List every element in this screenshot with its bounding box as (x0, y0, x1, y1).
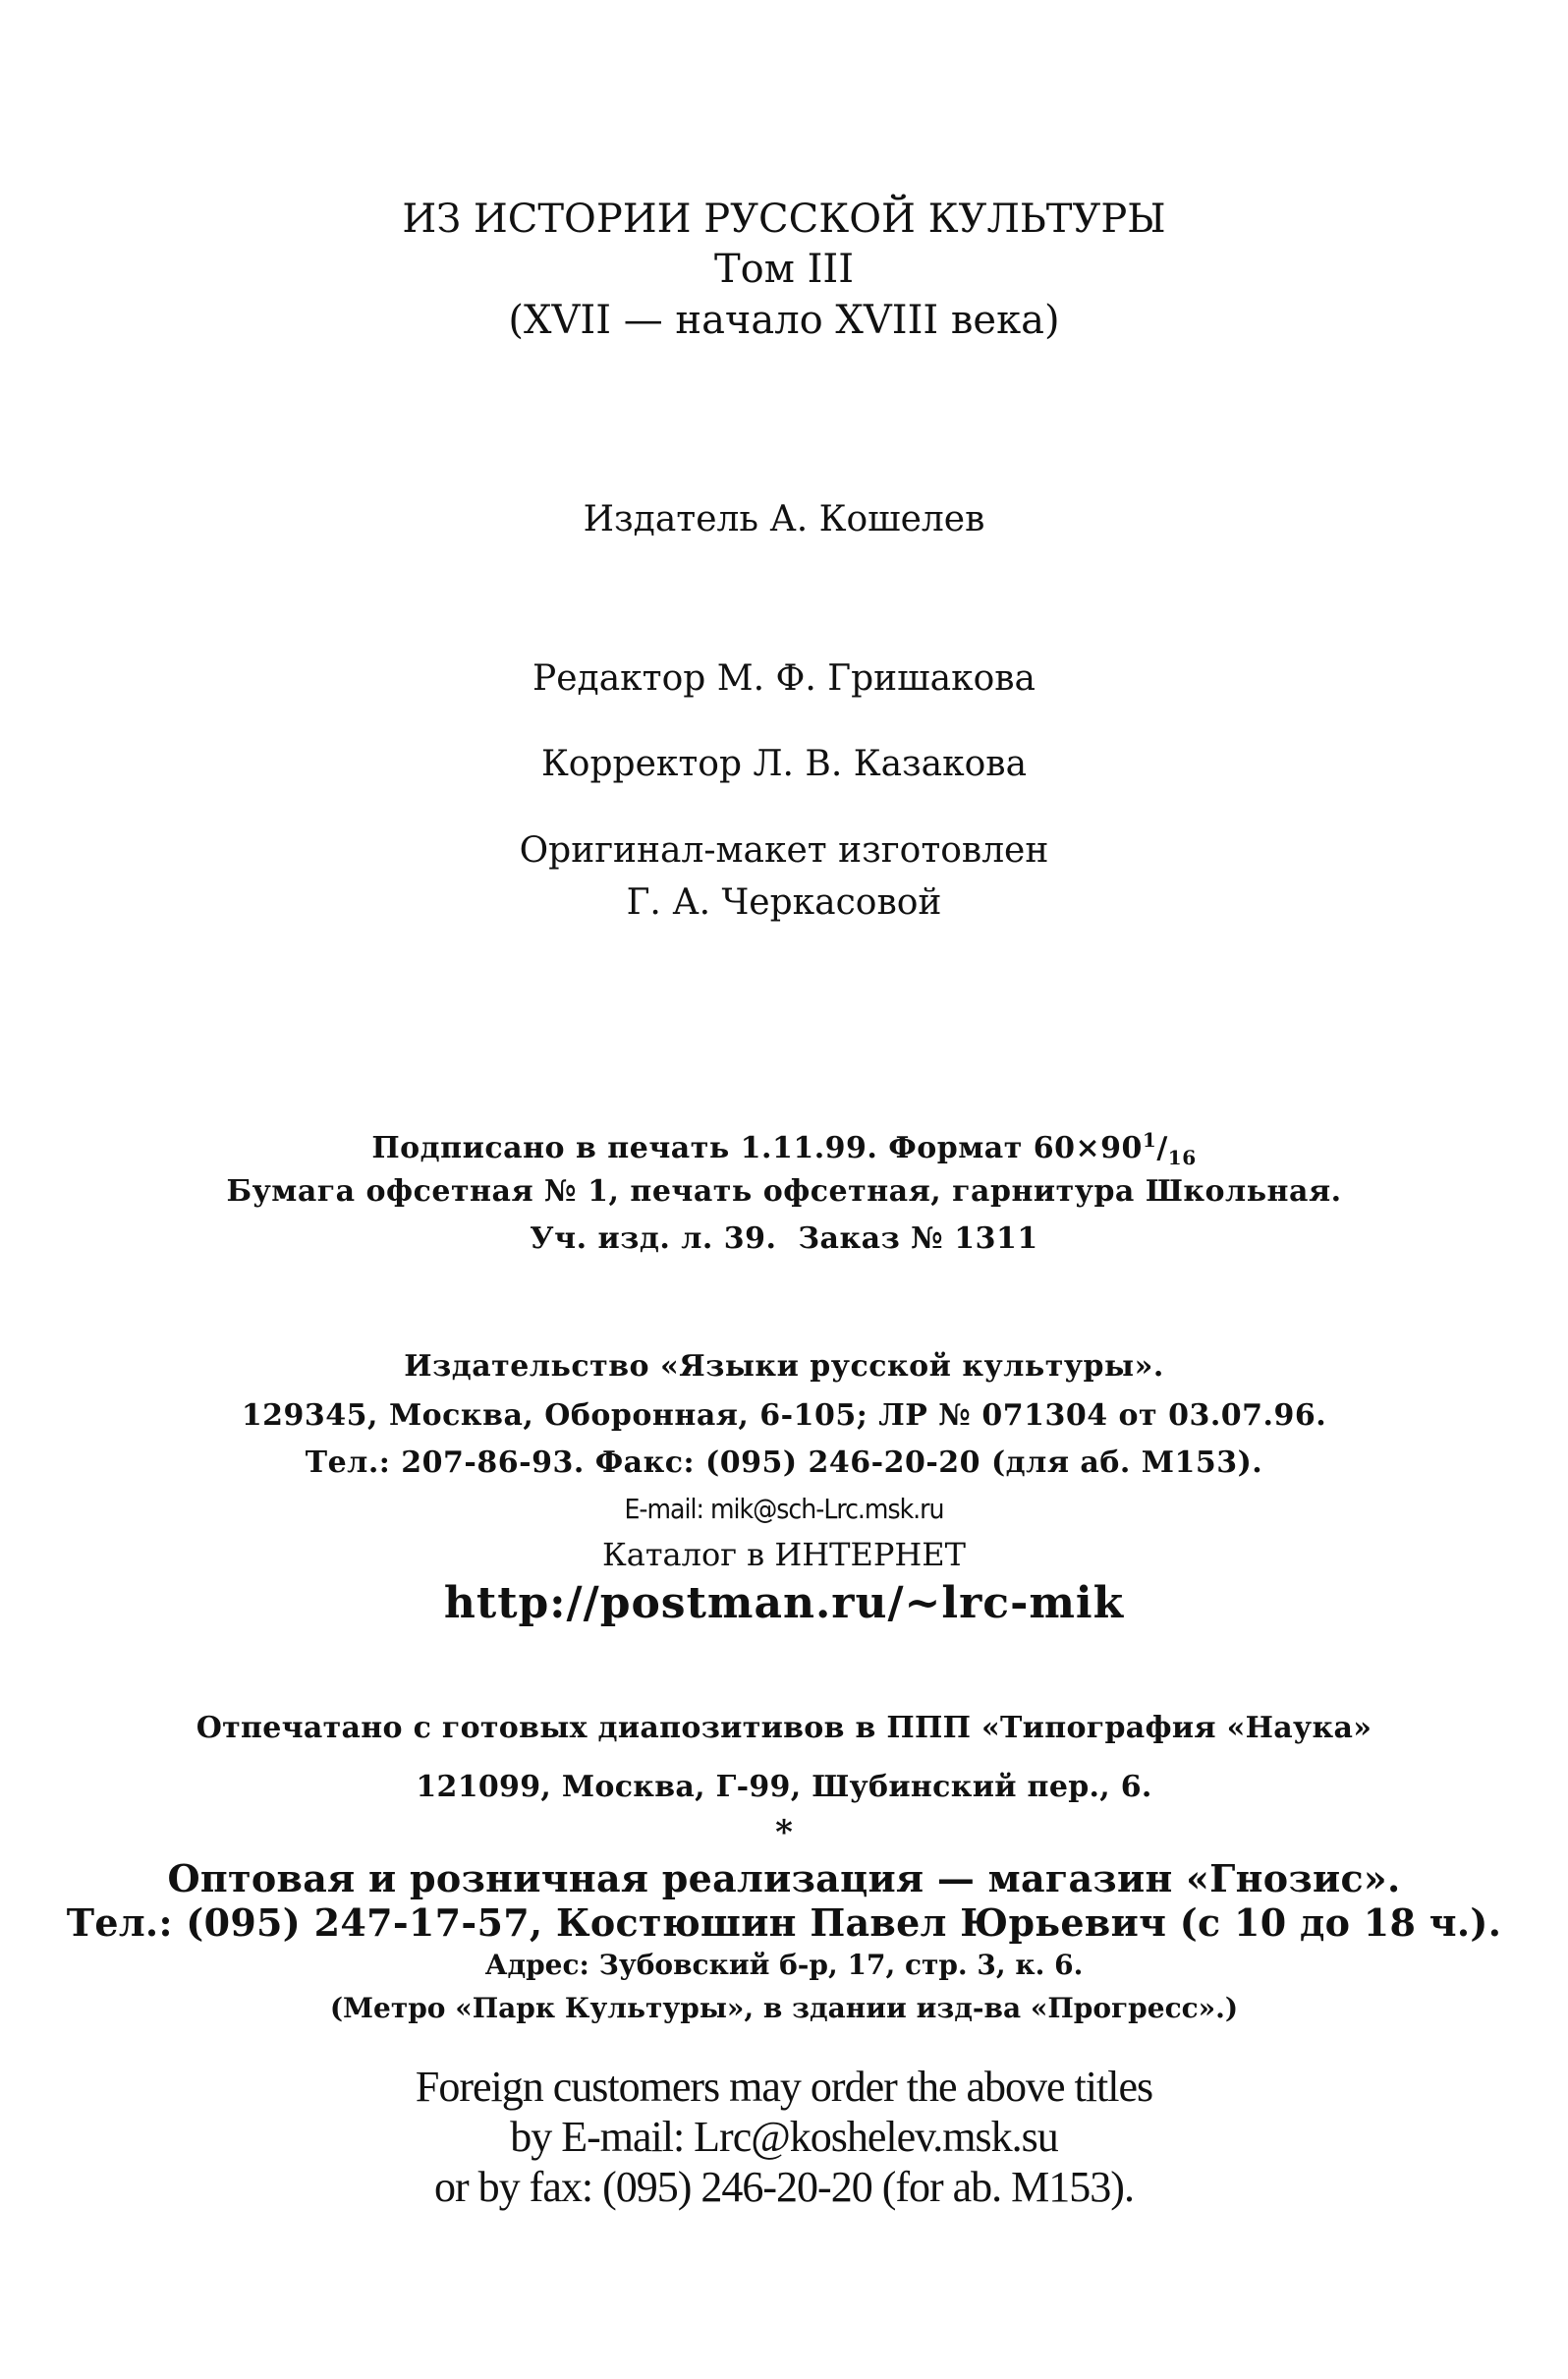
paper-line: Бумага офсетная № 1, печать офсетная, гарнитура Школьная. (226, 1174, 1342, 1209)
layout-credit-line1: Оригинал-макет изготовлен (519, 830, 1049, 871)
foreign-line1: Foreign customers may order the above titles (415, 2063, 1153, 2111)
order-number: Заказ № 1311 (798, 1221, 1038, 1256)
printer-address: 121099, Москва, Г-99, Шубинский пер., 6. (416, 1770, 1152, 1804)
editor-credit: Редактор М. Ф. Гришакова (532, 658, 1036, 699)
publisher-address: 129345, Москва, Оборонная, 6-105; ЛР № 071304 от 03.07.96. (241, 1398, 1327, 1433)
section-separator: * (775, 1813, 793, 1852)
volume-label: Том III (714, 247, 854, 292)
format-sup: 1 (1142, 1128, 1157, 1152)
foreign-line3: or by fax: (095) 246-20-20 (for ab. M153). (434, 2163, 1134, 2211)
proofreader-credit: Корректор Л. В. Казакова (540, 744, 1028, 784)
foreign-line2: by E-mail: Lrc@koshelev.msk.su (510, 2113, 1058, 2161)
sales-line1: Оптовая и розничная реализация — магазин «Гнозис». (167, 1856, 1401, 1900)
sales-address: Адрес: Зубовский б-р, 17, стр. 3, к. 6. (484, 1949, 1084, 1981)
series-title: ИЗ ИСТОРИИ РУССКОЙ КУЛЬТУРЫ (402, 197, 1166, 242)
layout-credit-line2: Г. А. Черкасовой (626, 882, 942, 923)
sales-metro: (Метро «Парк Культуры», в здании изд-ва «Прогресс».) (329, 1992, 1239, 2024)
sheets-order-line (0, 1221, 1568, 1256)
sheets-count: Уч. изд. л. 39. (530, 1221, 777, 1256)
format-main: 60×90 (1033, 1131, 1143, 1165)
signed-format-line: Подписано в печать 1.11.99. Формат $60\times 90^1/_{16}$ (371, 1128, 1197, 1169)
publisher-name: Издательство «Языки русской культуры». (404, 1349, 1164, 1384)
publisher-phone: Тел.: 207-86-93. Факс: (095) 246-20-20 (для аб. М153). (305, 1445, 1263, 1480)
format-sub: 16 (1167, 1146, 1197, 1169)
catalog-label: Каталог в ИНТЕРНЕТ (602, 1536, 966, 1573)
catalog-url: http://postman.ru/~lrc-mik (443, 1578, 1125, 1628)
period-label: (XVII — начало XVIII века) (508, 298, 1060, 343)
printed-by: Отпечатано с готовых диапозитивов в ППП «Типография «Наука» (196, 1711, 1372, 1745)
publisher-credit: Издатель А. Кошелев (583, 499, 985, 539)
sales-line2: Тел.: (095) 247-17-57, Костюшин Павел Юрьевич (с 10 до 18 ч.). (66, 1900, 1502, 1945)
publisher-email: E-mail: mik@sch-Lrc.msk.ru (624, 1493, 944, 1525)
signed-date: Подписано в печать 1.11.99. Формат (371, 1131, 1034, 1165)
